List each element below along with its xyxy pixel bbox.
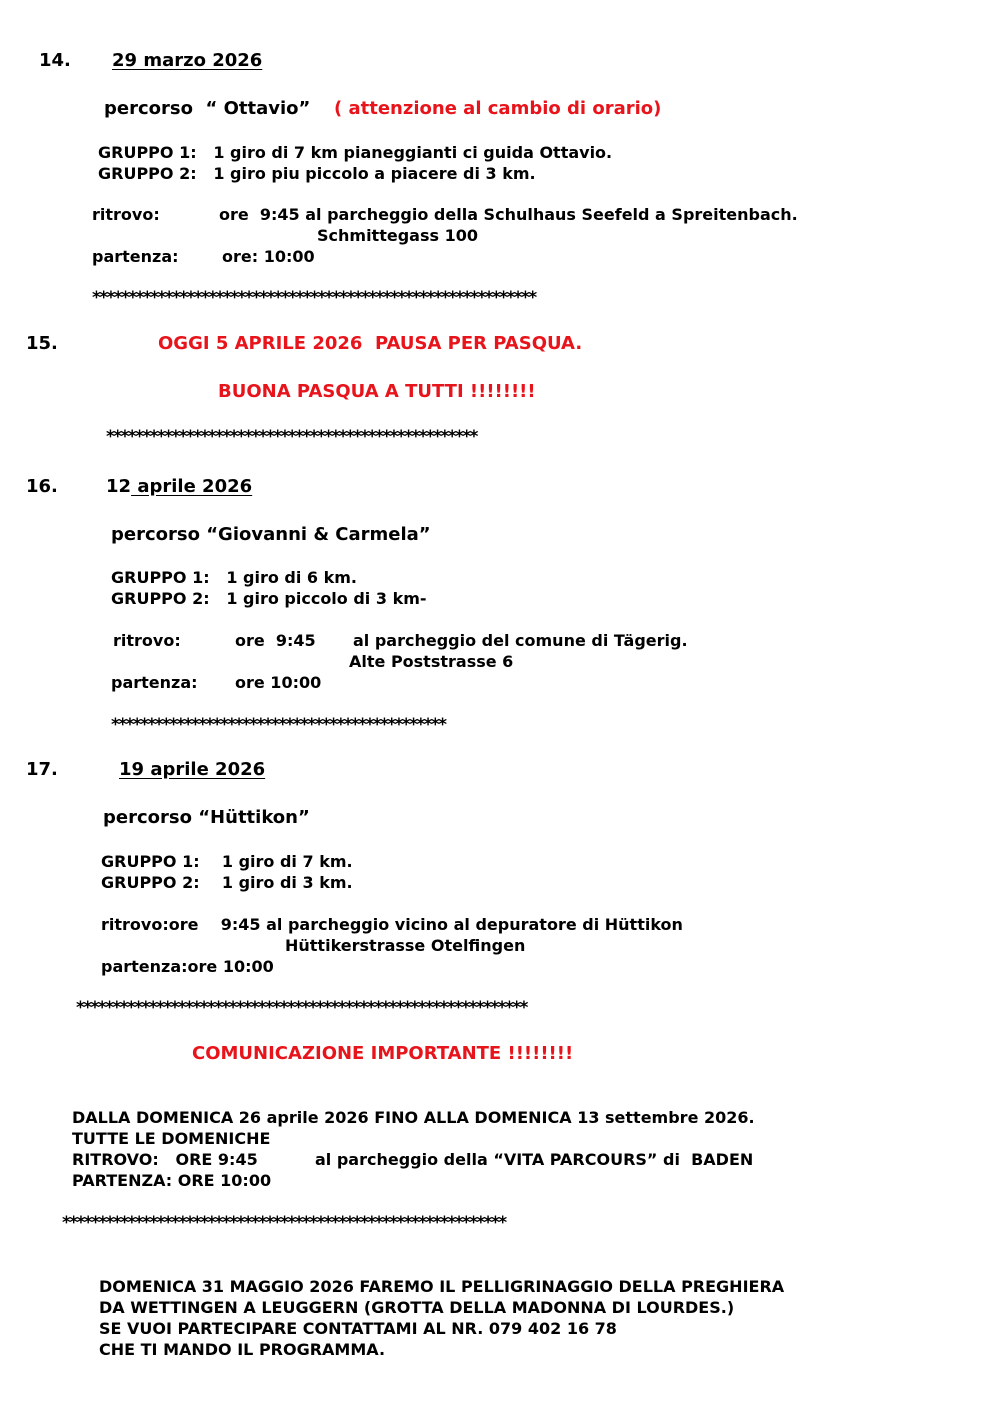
percorso-title-17: percorso “Hüttikon”	[103, 807, 310, 828]
section-date-17: 19 aprile 2026	[119, 759, 266, 780]
warning-note-14: ( attenzione al cambio di orario)	[334, 98, 662, 119]
gruppo1-17: GRUPPO 1: 1 giro di 7 km.	[101, 852, 353, 871]
partenza-text-14: ore: 10:00	[222, 247, 315, 266]
section-number-14: 14.	[39, 50, 71, 71]
gruppo2-14: GRUPPO 2: 1 giro piu piccolo a piacere di 3 km.	[98, 164, 536, 183]
separator-15: ***************************************************	[106, 427, 477, 447]
gruppo2-17: GRUPPO 2: 1 giro di 3 km.	[101, 873, 353, 892]
ritrovo-17: ritrovo:ore 9:45 al parcheggio vicino al depuratore di Hüttikon	[101, 915, 683, 934]
section-date-16	[106, 478, 252, 496]
gruppo2-16: GRUPPO 2: 1 giro piccolo di 3 km-	[111, 589, 427, 608]
pasqua-line1: OGGI 5 APRILE 2026 PAUSA PER PASQUA.	[158, 333, 583, 354]
comunicazione-line1: DALLA DOMENICA 26 aprile 2026 FINO ALLA DOMENICA 13 settembre 2026.	[72, 1108, 755, 1127]
partenza-17: partenza:ore 10:00	[101, 957, 274, 976]
ritrovo-text-16: al parcheggio del comune di Tägerig.	[353, 631, 688, 650]
percorso-title-16: percorso “Giovanni & Carmela”	[111, 524, 431, 545]
comunicazione-ritrovo-label: RITROVO: ORE 9:45	[72, 1150, 258, 1169]
section-number-17: 17.	[26, 759, 58, 780]
ritrovo-label-14: ritrovo:	[92, 205, 160, 224]
comunicazione-line2: TUTTE LE DOMENICHE	[72, 1129, 271, 1148]
address-14: Schmittegass 100	[317, 226, 478, 245]
section-date-14: 29 marzo 2026	[112, 50, 263, 71]
gruppo1-14: GRUPPO 1: 1 giro di 7 km pianeggianti ci guida Ottavio.	[98, 143, 613, 162]
ritrovo-text-14: ore 9:45 al parcheggio della Schulhaus Seefeld a Spreitenbach.	[219, 205, 798, 224]
separator-16: **********************************************	[111, 715, 446, 735]
date-day-16: 12	[106, 476, 132, 497]
separator-17: **************************************************************	[76, 998, 527, 1018]
pellegrinaggio-line3: SE VUOI PARTECIPARE CONTATTAMI AL NR. 079 402 16 78	[99, 1319, 617, 1338]
pellegrinaggio-line1: DOMENICA 31 MAGGIO 2026 FAREMO IL PELLIGRINAGGIO DELLA PREGHIERA	[99, 1277, 785, 1296]
partenza-text-16: ore 10:00	[235, 673, 322, 692]
comunicazione-partenza: PARTENZA: ORE 10:00	[72, 1171, 272, 1190]
pasqua-line2: BUONA PASQUA A TUTTI !!!!!!!!	[218, 381, 536, 402]
comunicazione-title: COMUNICAZIONE IMPORTANTE !!!!!!!!	[192, 1043, 574, 1064]
ritrovo-label-16: ritrovo:	[113, 631, 181, 650]
section-number-15: 15.	[26, 333, 58, 354]
percorso-title-14: percorso “ Ottavio”	[104, 98, 311, 119]
separator-14: *************************************************************	[92, 288, 536, 308]
ritrovo-time-16: ore 9:45	[235, 631, 316, 650]
separator-comunicazione: *************************************************************	[62, 1213, 506, 1233]
gruppo1-16: GRUPPO 1: 1 giro di 6 km.	[111, 568, 358, 587]
pellegrinaggio-line2: DA WETTINGEN A LEUGGERN (GROTTA DELLA MADONNA DI LOURDES.)	[99, 1298, 735, 1317]
date-rest-16: aprile 2026	[131, 476, 253, 497]
address-16: Alte Poststrasse 6	[349, 652, 514, 671]
partenza-label-14: partenza:	[92, 247, 179, 266]
partenza-label-16: partenza:	[111, 673, 198, 692]
pellegrinaggio-line4: CHE TI MANDO IL PROGRAMMA.	[99, 1340, 386, 1359]
comunicazione-ritrovo-text: al parcheggio della “VITA PARCOURS” di BADEN	[315, 1150, 754, 1169]
address-17: Hüttikerstrasse Otelfingen	[285, 936, 526, 955]
section-number-16: 16.	[26, 476, 58, 497]
